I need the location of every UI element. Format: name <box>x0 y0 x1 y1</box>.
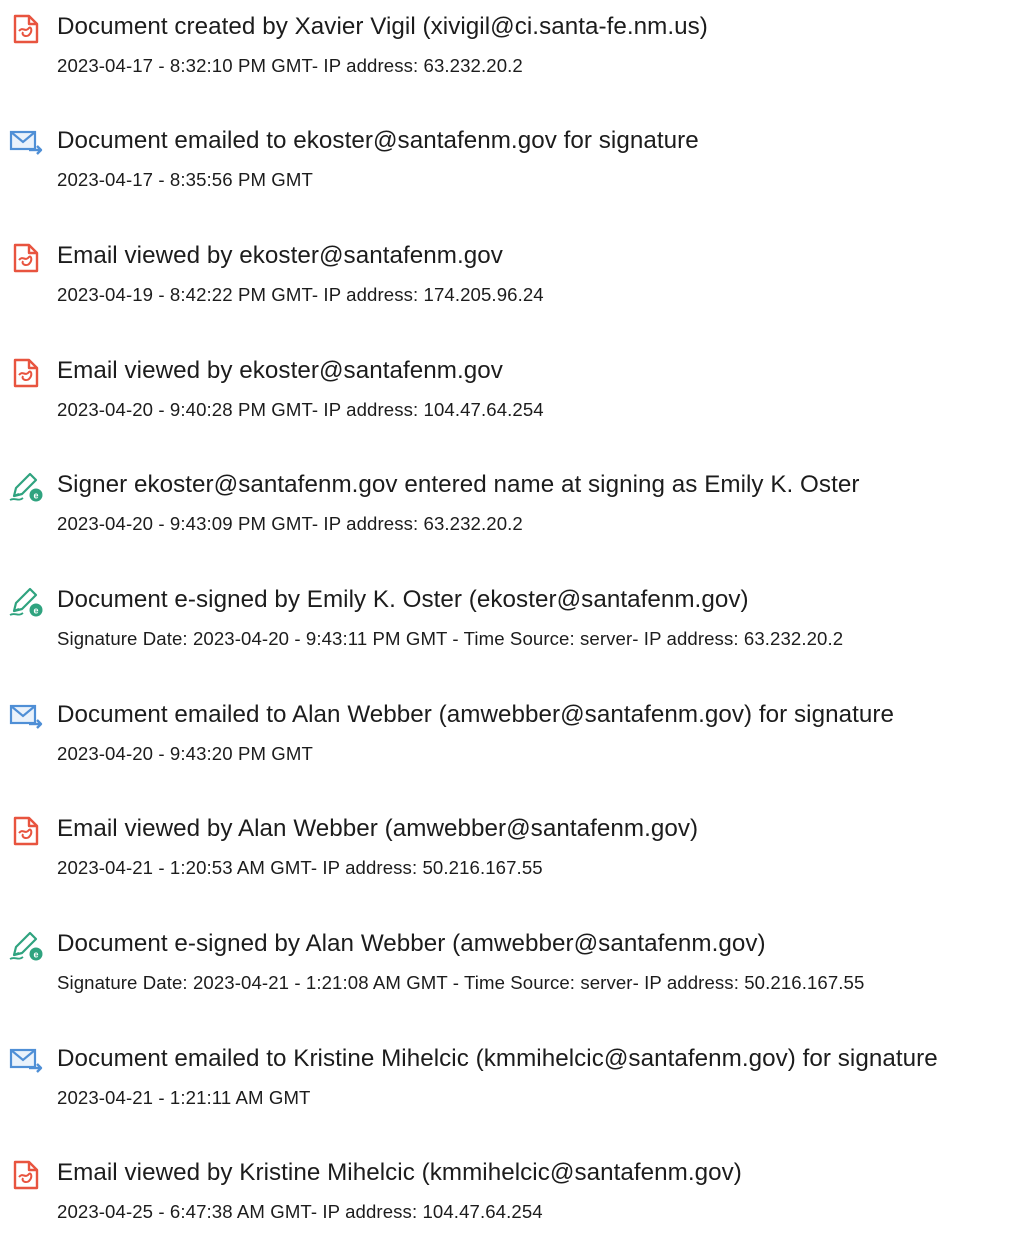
event-detail: Signature Date: 2023-04-21 - 1:21:08 AM GMT - Time Source: server- IP address: 50.216.167.55 <box>57 972 865 993</box>
event-detail: 2023-04-20 - 9:43:09 PM GMT- IP address: 63.232.20.2 <box>57 513 523 534</box>
event-detail: 2023-04-20 - 9:40:28 PM GMT- IP address: 104.47.64.254 <box>57 399 544 420</box>
email-sent-icon <box>6 123 46 163</box>
event-detail: 2023-04-17 - 8:32:10 PM GMT- IP address: 63.232.20.2 <box>57 55 523 76</box>
event-detail: 2023-04-21 - 1:20:53 AM GMT- IP address: 50.216.167.55 <box>57 857 543 878</box>
audit-event <box>0 814 1024 914</box>
audit-event <box>0 929 1024 1029</box>
audit-event <box>0 12 1024 112</box>
event-title: Document e-signed by Alan Webber (amwebber@santafenm.gov) <box>57 930 766 957</box>
event-detail: 2023-04-19 - 8:42:22 PM GMT- IP address: 174.205.96.24 <box>57 284 544 305</box>
event-title: Document e-signed by Emily K. Oster (ekoster@santafenm.gov) <box>57 586 749 613</box>
audit-event <box>0 241 1024 341</box>
document-viewed-icon <box>6 353 46 393</box>
pen-signature-icon <box>6 926 46 966</box>
audit-event <box>0 585 1024 685</box>
event-title: Email viewed by ekoster@santafenm.gov <box>57 357 503 384</box>
event-detail: 2023-04-25 - 6:47:38 AM GMT- IP address: 104.47.64.254 <box>57 1201 543 1222</box>
audit-event <box>0 356 1024 456</box>
event-detail: 2023-04-21 - 1:21:11 AM GMT <box>57 1087 311 1108</box>
document-viewed-icon <box>6 811 46 851</box>
event-detail: Signature Date: 2023-04-20 - 9:43:11 PM GMT - Time Source: server- IP address: 63.232.20.2 <box>57 628 844 649</box>
document-created-icon <box>6 9 46 49</box>
email-sent-icon <box>6 1041 46 1081</box>
svg-text:e: e <box>33 949 39 960</box>
event-title: Email viewed by ekoster@santafenm.gov <box>57 242 503 269</box>
audit-event <box>0 1158 1024 1258</box>
event-detail: 2023-04-20 - 9:43:20 PM GMT <box>57 743 313 764</box>
document-viewed-icon <box>6 1155 46 1195</box>
event-detail: 2023-04-17 - 8:35:56 PM GMT <box>57 169 313 190</box>
svg-text:e: e <box>33 605 39 616</box>
email-sent-icon <box>6 697 46 737</box>
event-title: Document emailed to Alan Webber (amwebber@santafenm.gov) for signature <box>57 701 894 728</box>
pen-signature-icon <box>6 467 46 507</box>
svg-text:e: e <box>33 490 39 501</box>
event-title: Email viewed by Alan Webber (amwebber@santafenm.gov) <box>57 815 699 842</box>
document-viewed-icon <box>6 238 46 278</box>
audit-event <box>0 700 1024 800</box>
event-title: Document created by Xavier Vigil (xivigil@ci.santa-fe.nm.us) <box>57 13 708 40</box>
audit-event <box>0 126 1024 226</box>
event-title: Signer ekoster@santafenm.gov entered name at signing as Emily K. Oster <box>57 471 860 498</box>
event-title: Email viewed by Kristine Mihelcic (kmmihelcic@santafenm.gov) <box>57 1159 742 1186</box>
audit-event <box>0 1044 1024 1144</box>
event-title: Document emailed to Kristine Mihelcic (kmmihelcic@santafenm.gov) for signature <box>57 1045 938 1072</box>
event-title: Document emailed to ekoster@santafenm.gov for signature <box>57 127 699 154</box>
pen-signature-icon <box>6 582 46 622</box>
audit-event <box>0 470 1024 570</box>
